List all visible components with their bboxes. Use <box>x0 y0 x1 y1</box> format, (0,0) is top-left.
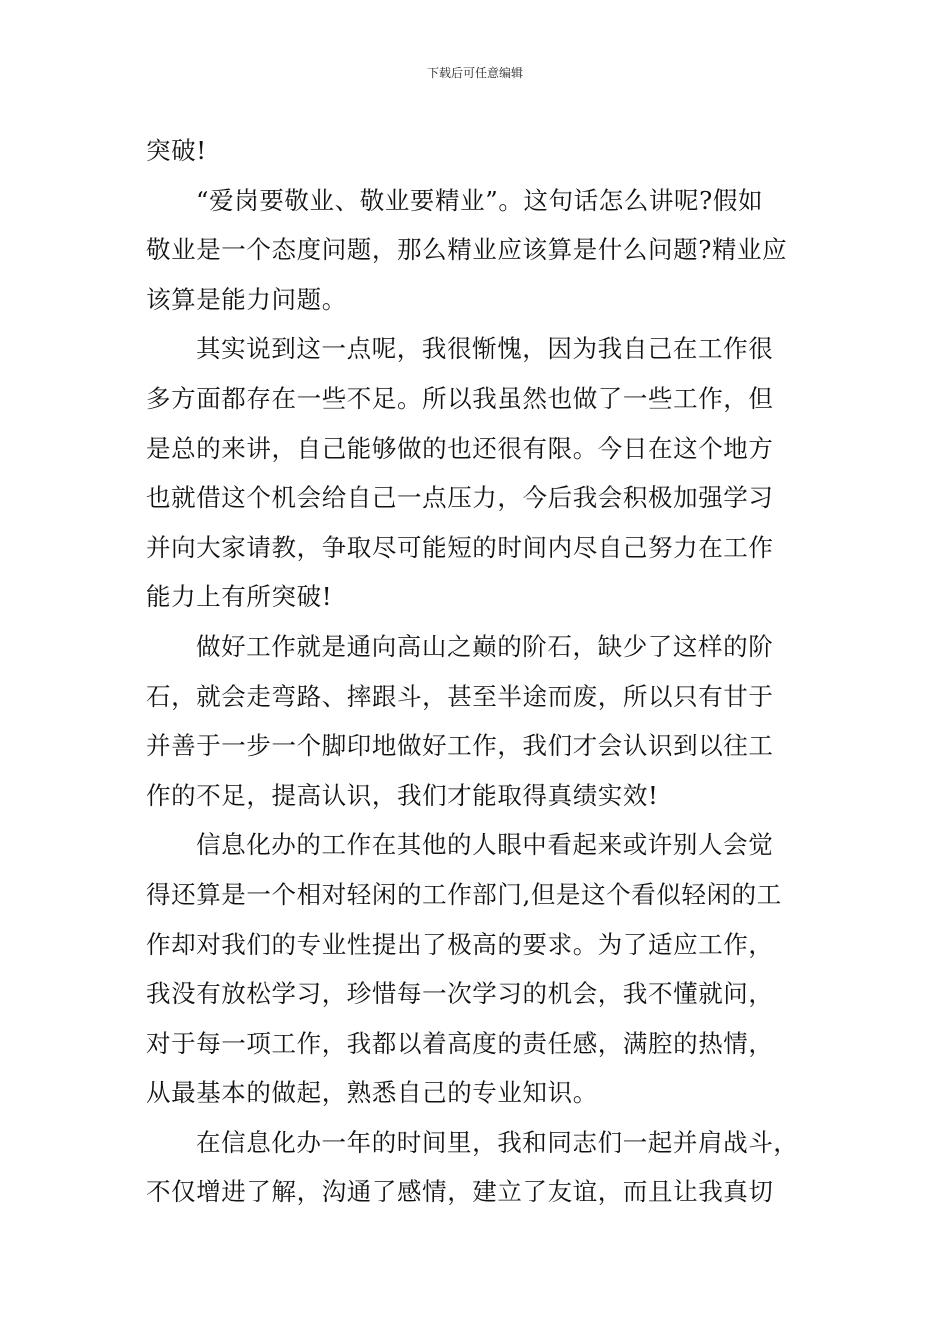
text-line: 我没有放松学习，珍惜每一次学习的机会，我不懂就问， <box>146 979 774 1009</box>
text-line: 并善于一步一个脚印地做好工作，我们才会认识到以往工 <box>146 731 774 761</box>
text-line: 能力上有所突破! <box>146 582 333 612</box>
page-header: 下载后可任意编辑 <box>426 66 523 80</box>
paragraph <box>146 176 836 325</box>
text-line: 对于每一项工作，我都以着高度的责任感，满腔的热情， <box>146 1028 774 1058</box>
text-line: 信息化办的工作在其他的人眼中看起来或许别人会觉 <box>196 830 774 860</box>
text-line: 在信息化办一年的时间里，我和同志们一起并肩战斗， <box>196 1127 799 1157</box>
paragraph <box>146 324 836 622</box>
text-line: 也就借这个机会给自己一点压力，今后我会积极加强学习 <box>146 483 774 513</box>
paragraph <box>146 820 836 1118</box>
text-line: 做好工作就是通向高山之巅的阶石，缺少了这样的阶 <box>196 631 774 661</box>
text-line: 石，就会走弯路、摔跟斗，甚至半途而废，所以只有甘于 <box>146 681 774 711</box>
paragraph <box>146 126 836 176</box>
text-line: 突破! <box>146 136 207 165</box>
text-line: 敬业是一个态度问题，那么精业应该算是什么问题?精业应 <box>146 235 788 265</box>
text-line: 作的不足，提高认识，我们才能取得真绩实效! <box>146 780 659 810</box>
text-line: 作却对我们的专业性提出了极高的要求。为了适应工作， <box>146 929 774 959</box>
text-line: 并向大家请教，争取尽可能短的时间内尽自己努力在工作 <box>146 532 774 562</box>
text-line: 从最基本的做起，熟悉自己的专业知识。 <box>146 1078 598 1108</box>
text-line: 得还算是一个相对轻闲的工作部门,但是这个看似轻闲的工 <box>146 879 782 909</box>
text-line: 是总的来讲，自己能够做的也还很有限。今日在这个地方 <box>146 433 774 463</box>
paragraph <box>146 622 836 820</box>
text-line: 该算是能力问题。 <box>146 284 347 314</box>
paragraph <box>146 1118 836 1217</box>
text-line: “爱岗要敬业、敬业要精业”。这句话怎么讲呢?假如 <box>196 185 764 215</box>
document-body <box>146 126 836 1217</box>
text-line: 多方面都存在一些不足。所以我虽然也做了一些工作，但 <box>146 383 774 413</box>
text-line: 不仅增进了解，沟通了感情，建立了友谊，而且让我真切 <box>146 1177 774 1207</box>
text-line: 其实说到这一点呢，我很惭愧，因为我自己在工作很 <box>196 334 774 364</box>
